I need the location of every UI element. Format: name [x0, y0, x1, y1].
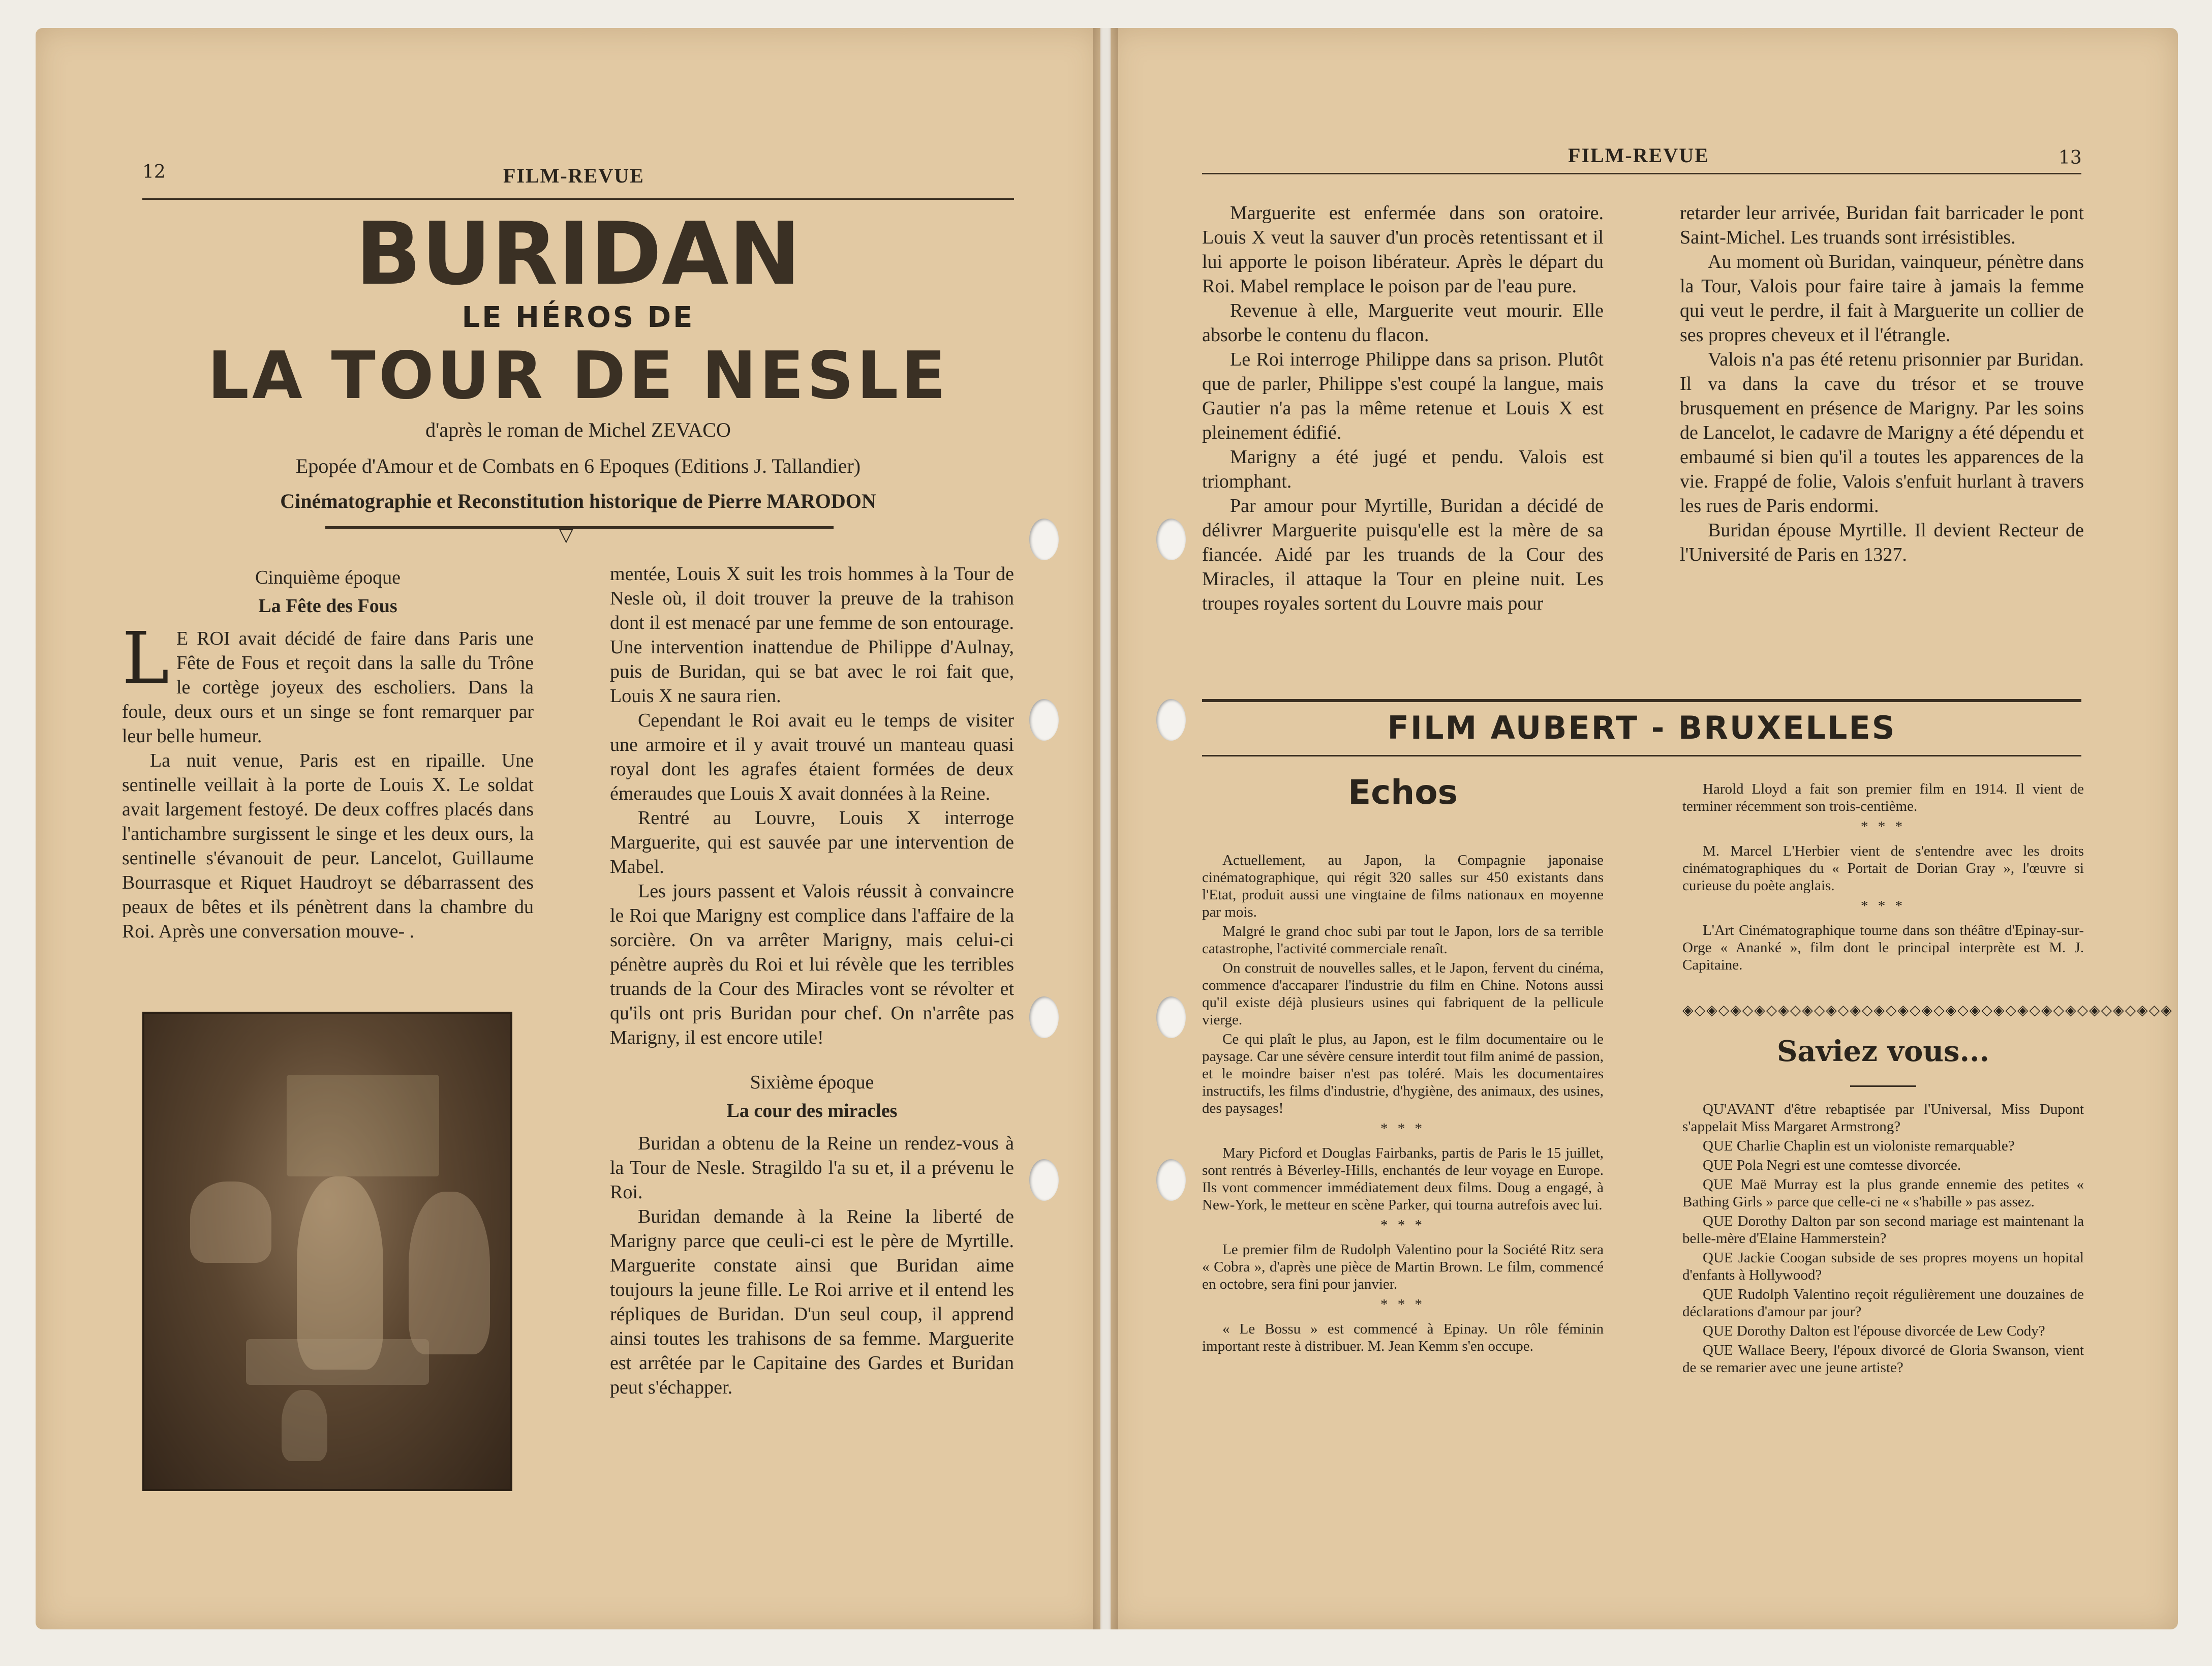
- article-column-1: [122, 558, 534, 944]
- paragraph: Par amour pour Myrtille, Buridan a décidé de délivrer Marguerite puisqu'elle est la mère de sa fiancée. Aidé par les truands de la Cour des Miracles, il attaque la Tour en pleine nuit. Les troupes royales sortent du Louvre mais pour: [1202, 495, 1604, 614]
- credit-director: Cinématographie et Reconstitution historique de Pierre MARODON: [280, 490, 876, 512]
- echo-item: « Le Bossu » est commencé à Epinay. Un rôle féminin important reste à distribuer. M. Jean Kemm s'en occupe.: [1202, 1321, 1604, 1354]
- saviez-rule: [1850, 1085, 1916, 1087]
- echo-item: Actuellement, au Japon, la Compagnie japonaise cinématographique, qui régit 320 salles sur 450 existants dans l'Etat, produit aussi une vingtaine de films nationaux en moyenne par mois.: [1202, 852, 1604, 920]
- page-number: 13: [2059, 147, 2082, 168]
- echo-item: Mary Picford et Douglas Fairbanks, partis de Paris le 15 juillet, sont rentrés à Béverley-Hills, enchantés de leur voyage en Europe. Ils vont commencer immédiatement deux films. Doug a engagé, à New-York, le metteur en scène Parker, qui tourna autrefois avec lui.: [1202, 1145, 1604, 1213]
- credit-author: d'après le roman de Michel ZEVACO: [425, 418, 731, 441]
- saviez-item: QUE Wallace Beery, l'époux divorcé de Gloria Swanson, vient de se remarier avec une jeune artiste?: [1682, 1342, 2084, 1376]
- article-big-title: LA TOUR DE NESLE: [207, 338, 949, 414]
- section-title: La cour des miracles: [726, 1100, 898, 1122]
- echo-item: Ce qui plaît le plus, au Japon, est le film documentaire ou le paysage. Car une sévère censure interdit tout film animé de passion, et le moindre baiser n'est pas toléré. Mais les documentaires instructifs, les films d'industrie, d'hygiène, des animaux, des usines, des paysages!: [1202, 1031, 1604, 1116]
- saviez-column: [1682, 1101, 2084, 1378]
- saviez-item: QUE Dorothy Dalton est l'épouse divorcée de Lew Cody?: [1703, 1323, 2045, 1339]
- article-continued-column-2: [1680, 201, 2084, 567]
- paragraph: E ROI avait décidé de faire dans Paris une Fête de Fous et reçoit dans la salle du Trône le cortège joyeux des escholiers. Dans la foule, deux ours et un singe se font remarquer par leur belle humeur.: [122, 628, 534, 747]
- section-title: La Fête des Fous: [258, 595, 397, 617]
- banner-title: FILM AUBERT - BRUXELLES: [1387, 709, 1896, 746]
- punch-hole: [1156, 1159, 1186, 1201]
- paragraph: Au moment où Buridan, vainqueur, pénètre dans la Tour, Valois pour faire taire à jamais la femme qui veut le perdre, il fait à Marguerite un collier de ses propres cheveux et il l'étrangle.: [1680, 251, 2084, 346]
- news-item: L'Art Cinématographique tourne dans son théâtre d'Epinay-sur-Orge « Ananké », film dont le principal interprète est M. J. Capitaine.: [1682, 922, 2084, 973]
- punch-hole: [1156, 699, 1186, 741]
- saviez-item: QU'AVANT d'être rebaptisée par l'Universal, Miss Dupont s'appelait Miss Margaret Armstrong?: [1682, 1101, 2084, 1135]
- punch-hole: [1156, 519, 1186, 560]
- separator: * * *: [1380, 1296, 1425, 1313]
- banner-rule-top: [1202, 699, 2081, 702]
- section-heading: Cinquième époque: [255, 567, 401, 588]
- paragraph: Buridan épouse Myrtille. Il devient Recteur de l'Université de Paris en 1327.: [1680, 520, 2084, 565]
- paragraph: mentée, Louis X suit les trois hommes à la Tour de Nesle où, il doit trouver la preuve de la trahison dont il est menacé par une femme de son entourage. Une intervention inattendue de Philippe d'Aulnay, puis de Buridan, qui se bat avec le roi fait que, Louis X ne saura rien.: [610, 563, 1014, 707]
- saviez-item: QUE Pola Negri est une comtesse divorcée.: [1703, 1157, 1961, 1173]
- saviez-item: QUE Rudolph Valentino reçoit régulièrement une douzaines de déclarations d'amour par jour?: [1682, 1286, 2084, 1320]
- news-item: M. Marcel L'Herbier vient de s'entendre avec les droits cinématographiques du « Portait de Dorian Gray », l'œuvre si curieuse du poète anglais.: [1682, 843, 2084, 894]
- article-continued-column-1: [1202, 201, 1604, 616]
- punch-hole: [1029, 699, 1059, 741]
- separator: * * *: [1380, 1217, 1425, 1233]
- news-item: Harold Lloyd a fait son premier film en 1914. Il vient de terminer récemment son trois-centième.: [1682, 781, 2084, 814]
- paragraph: Les jours passent et Valois réussit à convaincre le Roi que Marigny est complice dans l'affaire de la sorcière. On va arrêter Marigny, mais celui-ci pénètre auprès du Roi et lui révèle que les terribles truands de la Cour des Miracles vont se révolter et qu'ils ont pris Buridan pour chef. On n'arrête pas Marigny, il est encore utile!: [610, 881, 1014, 1048]
- header-rule: [1202, 173, 2081, 174]
- section-heading: Sixième époque: [750, 1072, 874, 1093]
- banner-rule-bottom: [1202, 755, 2081, 756]
- article-column-2: [610, 562, 1014, 1400]
- echos-column: [1202, 852, 1604, 1357]
- paragraph: Cependant le Roi avait eu le temps de visiter une armoire et il y avait trouvé un manteau quasi royal dont les agrafes étaient formées de deux émeraudes que Louis X avait données à la Reine.: [610, 710, 1014, 804]
- film-still-photo: [142, 1012, 512, 1491]
- saviez-item: QUE Dorothy Dalton par son second mariage est maintenant la belle-mère d'Elaine Hammerstein?: [1682, 1213, 2084, 1247]
- paragraph: retarder leur arrivée, Buridan fait barricader le pont Saint-Michel. Les truands sont irrésistibles.: [1680, 202, 2084, 248]
- running-title: FILM-REVUE: [1568, 144, 1709, 167]
- echos-title: Echos: [1348, 773, 1458, 812]
- separator: * * *: [1380, 1120, 1425, 1137]
- header-rule: [142, 198, 1014, 200]
- paragraph: Marigny a été jugé et pendu. Valois est triomphant.: [1202, 446, 1604, 492]
- echo-item: Le premier film de Rudolph Valentino pour la Société Ritz sera « Cobra », d'après une pièce de Martin Brown. Le film, commencé en octobre, sera fini pour janvier.: [1202, 1241, 1604, 1292]
- paragraph: La nuit venue, Paris est en ripaille. Une sentinelle veillait à la porte de Louis X. Le soldat avait largement festoyé. De deux coffres placés dans l'antichambre surgissent le singe et les deux ours, la sentinelle s'évanouit de peur. Lancelot, Guillaume Bourrasque et Riquet Haudroyt se débarrassent des peaux de bêtes et ils pénètrent dans la chambre du Roi. Après une conversation mouve- .: [122, 750, 534, 942]
- news-column: [1682, 780, 2084, 976]
- credit-edition: Epopée d'Amour et de Combats en 6 Epoques (Editions J. Tallandier): [295, 455, 861, 477]
- punch-hole: [1029, 519, 1059, 560]
- separator: * * *: [1861, 819, 1906, 835]
- echo-item: On construit de nouvelles salles, et le Japon, fervent du cinéma, commence d'accaparer l'industrie du film en Chine. Notons aussi qu'il existe déjà plusieurs usines qui fabriquent de la pellicule vierge.: [1202, 960, 1604, 1028]
- paragraph: Valois n'a pas été retenu prisonnier par Buridan. Il va dans la cave du trésor et se trouve brusquement en présence de Marigny. Par les soins de Lancelot, le cadavre de Marigny a été dépendu et embaumé si bien qu'il a toutes les apparences de la vie. Frappé de folie, Valois s'enfuit hurlant à travers les rues de Paris endormi.: [1680, 349, 2084, 517]
- article-headline: BURIDAN: [355, 204, 801, 305]
- separator: * * *: [1861, 898, 1906, 914]
- saviez-title: Saviez vous...: [1776, 1035, 1990, 1068]
- running-title: FILM-REVUE: [503, 164, 644, 187]
- paragraph: Revenue à elle, Marguerite veut mourir. Elle absorbe le contenu du flacon.: [1202, 300, 1604, 346]
- ornament-divider: ◈◇◈◇◈◇◈◇◈◇◈◇◈◇◈◇◈◇◈◇◈◇◈◇◈◇◈◇◈◇◈◇◈◇◈◇◈◇◈◇◈: [1682, 1002, 2173, 1018]
- saviez-item: QUE Jackie Coogan subside de ses propres moyens un hopital d'enfants à Hollywood?: [1682, 1250, 2084, 1283]
- punch-hole: [1029, 1159, 1059, 1201]
- paragraph: Rentré au Louvre, Louis X interroge Marguerite, qui est sauvée par une intervention de Mabel.: [610, 807, 1014, 877]
- paragraph: Le Roi interroge Philippe dans sa prison. Plutôt que de parler, Philippe s'est coupé la langue, mais Gautier n'a pas la même retenue et Louis X est pleinement édifié.: [1202, 349, 1604, 443]
- punch-hole: [1029, 996, 1059, 1038]
- punch-hole: [1156, 996, 1186, 1038]
- paragraph: Buridan a obtenu de la Reine un rendez-vous à la Tour de Nesle. Stragildo l'a su et, il a prévenu le Roi.: [610, 1133, 1014, 1203]
- title-rule: [325, 526, 834, 529]
- gutter: [1093, 28, 1118, 1629]
- ornament-icon: ▽: [559, 525, 573, 546]
- saviez-item: QUE Charlie Chaplin est un violoniste remarquable?: [1703, 1138, 2015, 1154]
- echo-item: Malgré le grand choc subi par tout le Japon, lors de sa terrible catastrophe, l'activité commerciale renaît.: [1202, 923, 1604, 957]
- article-subheadline: LE HÉROS DE: [462, 301, 695, 334]
- page-number: 12: [142, 162, 166, 183]
- paragraph: Marguerite est enfermée dans son oratoire. Louis X veut la sauver d'un procès retentissant et il lui apporte le poison libérateur. Après le départ du Roi. Mabel remplace le poison par de l'eau pure.: [1202, 202, 1604, 297]
- paragraph: Buridan demande à la Reine la liberté de Marigny parce que ceuli-ci est le père de Myrtille. Marguerite constate ainsi que Buridan aime toujours la jeune fille. Le Roi arrive et il entend les répliques de Buridan. D'un seul coup, il apprend ainsi toutes les trahisons de sa femme. Marguerite est arrêtée par le Capitaine des Gardes et Buridan peut s'échapper.: [610, 1206, 1014, 1398]
- drop-cap: L: [122, 617, 169, 700]
- saviez-item: QUE Maë Murray est la plus grande ennemie des petites « Bathing Girls » parce que celle-ci ne « s'habille » pas assez.: [1682, 1176, 2084, 1210]
